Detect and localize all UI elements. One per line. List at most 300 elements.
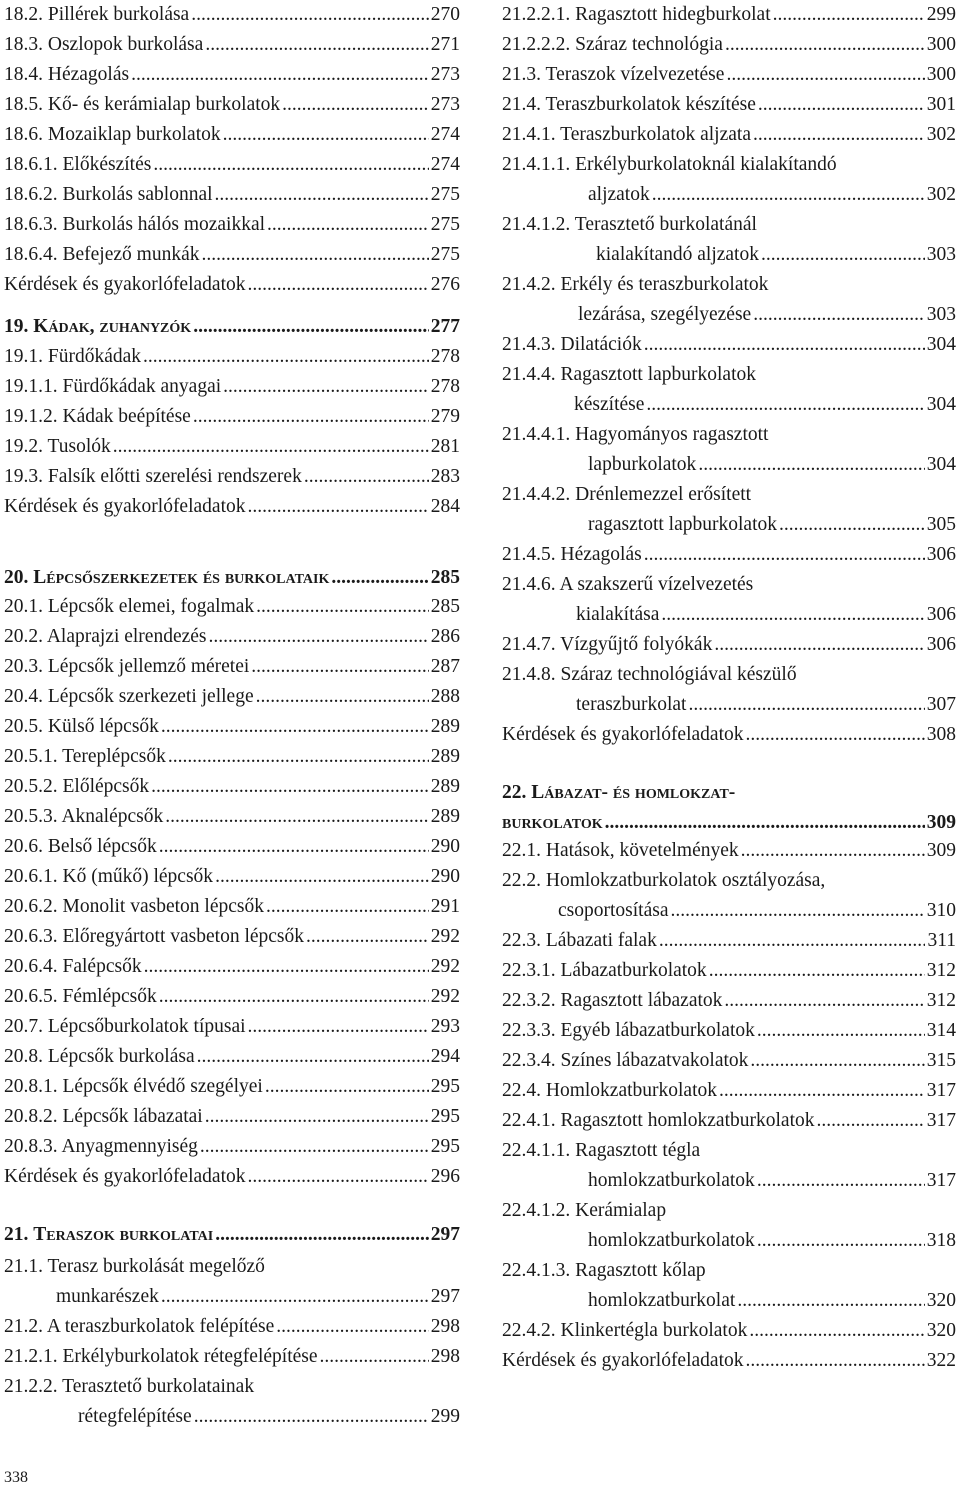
toc-entry-last-line bbox=[78, 1402, 460, 1432]
toc-entry-first-line bbox=[502, 150, 956, 180]
toc-entry-title: Lépcsők szerkezeti jellege bbox=[47, 686, 254, 707]
toc-entry-line bbox=[502, 1016, 956, 1046]
toc-entry-line bbox=[4, 270, 460, 300]
toc-dot-leader bbox=[200, 1132, 429, 1162]
toc-entry-line bbox=[4, 1312, 460, 1342]
toc-entry-line bbox=[4, 742, 460, 772]
toc-entry-title: Ragasztott kőlap bbox=[575, 1260, 706, 1281]
toc-dot-leader bbox=[159, 982, 429, 1012]
toc-entry-page: 306 bbox=[926, 604, 956, 625]
toc-entry-number: 21.4.1.2. bbox=[502, 214, 571, 235]
toc-entry-number: 18.5. bbox=[4, 94, 43, 115]
toc-entry-first-line bbox=[502, 1136, 956, 1166]
toc-entry bbox=[502, 1076, 956, 1106]
toc-entry-number: 21.4.4. bbox=[502, 364, 556, 385]
toc-entry bbox=[4, 120, 460, 150]
toc-entry-title: Lábazati falak bbox=[545, 930, 657, 951]
toc-entry-last-line bbox=[502, 808, 956, 838]
toc-entry-title: Lábazatburkolatok bbox=[560, 960, 707, 981]
toc-dot-leader bbox=[143, 342, 429, 372]
toc-entry bbox=[4, 240, 460, 270]
toc-entry-number: 22.4.1.2. bbox=[502, 1200, 571, 1221]
toc-dot-leader bbox=[745, 1346, 924, 1376]
toc-entry-page: 307 bbox=[926, 694, 956, 715]
toc-entry-number: 18.6.3. bbox=[4, 214, 58, 235]
toc-entry-page: 304 bbox=[926, 394, 956, 415]
toc-entry-page: 276 bbox=[430, 274, 460, 295]
toc-entry-title: Lépcsőszerkezetek és burkolataik bbox=[33, 567, 330, 588]
toc-entry bbox=[502, 0, 956, 30]
toc-entry-number: 22.2. bbox=[502, 870, 541, 891]
toc-entry bbox=[4, 1162, 460, 1192]
toc-entry-line bbox=[4, 772, 460, 802]
toc-dot-leader bbox=[750, 1046, 924, 1076]
toc-dot-leader bbox=[709, 956, 925, 986]
toc-entry-page: 309 bbox=[926, 812, 956, 833]
toc-dot-leader bbox=[144, 952, 429, 982]
toc-entry-line bbox=[4, 492, 460, 522]
toc-dot-leader bbox=[247, 492, 428, 522]
toc-entry-number: 22.4. bbox=[502, 1080, 541, 1101]
toc-entry bbox=[4, 712, 460, 742]
toc-entry-line bbox=[4, 982, 460, 1012]
toc-entry-title: A teraszburkolatok felépítése bbox=[46, 1316, 275, 1337]
toc-dot-leader bbox=[193, 402, 429, 432]
toc-entry-title: Mozaiklap burkolatok bbox=[47, 124, 221, 145]
toc-entry-line bbox=[4, 1342, 460, 1372]
toc-entry-page: 314 bbox=[926, 1020, 956, 1041]
toc-entry bbox=[4, 922, 460, 952]
toc-dot-leader bbox=[659, 926, 926, 956]
toc-entry-title-continued: kialakítandó aljzatok bbox=[596, 244, 759, 265]
toc-entry-title-continued: lapburkolatok bbox=[588, 454, 697, 475]
toc-entry bbox=[502, 866, 956, 926]
toc-entry-page: 303 bbox=[926, 244, 956, 265]
toc-entry-last-line bbox=[588, 450, 956, 480]
toc-dot-leader bbox=[165, 802, 429, 832]
toc-entry-line bbox=[4, 892, 460, 922]
toc-entry-page: 296 bbox=[430, 1166, 460, 1187]
toc-dot-leader bbox=[113, 432, 429, 462]
toc-entry bbox=[4, 90, 460, 120]
toc-dot-leader bbox=[131, 60, 429, 90]
toc-dot-leader bbox=[646, 390, 924, 420]
toc-entry-number: 22. bbox=[502, 782, 527, 803]
toc-entry-title: Homlokzatburkolatok bbox=[545, 1080, 718, 1101]
toc-entry-page: 293 bbox=[430, 1016, 460, 1037]
toc-entry-number: 22.4.1.1. bbox=[502, 1140, 571, 1161]
toc-entry-page: 320 bbox=[926, 1320, 956, 1341]
toc-dot-leader bbox=[753, 300, 925, 330]
toc-entry-title: Alaprajzi elrendezés bbox=[46, 626, 207, 647]
toc-entry-number: 18.6.2. bbox=[4, 184, 58, 205]
toc-entry-line bbox=[4, 90, 460, 120]
toc-chapter-heading bbox=[502, 778, 956, 838]
toc-entry-title: Külső lépcsők bbox=[47, 716, 159, 737]
toc-entry-page: 306 bbox=[926, 544, 956, 565]
toc-entry-page: 299 bbox=[430, 1406, 460, 1427]
toc-entry-number: 20.8.3. bbox=[4, 1136, 58, 1157]
toc-entry-title: Dilatációk bbox=[560, 334, 642, 355]
toc-entry-line bbox=[502, 120, 956, 150]
toc-entry-page: 304 bbox=[926, 454, 956, 475]
toc-entry-number: 20.6.4. bbox=[4, 956, 58, 977]
toc-dot-leader bbox=[151, 772, 429, 802]
toc-entry-title: Lépcsők elemei, fogalmak bbox=[47, 596, 255, 617]
toc-entry-title: Ragasztott lapburkolatok bbox=[560, 364, 756, 385]
toc-entry bbox=[502, 1016, 956, 1046]
toc-entry bbox=[4, 1312, 460, 1342]
toc-entry-page: 306 bbox=[926, 634, 956, 655]
toc-dot-leader bbox=[265, 1072, 429, 1102]
toc-entry-line bbox=[4, 952, 460, 982]
toc-entry-line bbox=[502, 926, 956, 956]
toc-entry-page: 302 bbox=[926, 124, 956, 145]
toc-entry-page: 310 bbox=[926, 900, 956, 921]
toc-entry bbox=[502, 660, 956, 720]
toc-entry bbox=[4, 892, 460, 922]
toc-entry-title: Belső lépcsők bbox=[47, 836, 157, 857]
toc-entry-line bbox=[502, 720, 956, 750]
toc-entry-first-line bbox=[502, 1196, 956, 1226]
toc-entry-number: 20. bbox=[4, 567, 29, 588]
toc-dot-leader bbox=[758, 90, 925, 120]
toc-entry-number: 21.2.2. bbox=[4, 1376, 58, 1397]
toc-entry-number: 18.2. bbox=[4, 4, 43, 25]
toc-dot-leader bbox=[159, 832, 429, 862]
toc-entry-page: 322 bbox=[926, 1350, 956, 1371]
toc-entry bbox=[502, 986, 956, 1016]
toc-entry-title: Befejező munkák bbox=[62, 244, 200, 265]
toc-entry-title-continued: készítése bbox=[574, 394, 645, 415]
toc-entry-title: Fürdőkádak bbox=[47, 346, 142, 367]
toc-entry-page: 273 bbox=[430, 94, 460, 115]
toc-entry bbox=[4, 622, 460, 652]
toc-entry bbox=[502, 630, 956, 660]
toc-entry-last-line bbox=[588, 1166, 956, 1196]
toc-entry-page: 288 bbox=[430, 686, 460, 707]
toc-dot-leader bbox=[153, 150, 428, 180]
toc-entry-title: Száraz technológiával készülő bbox=[560, 664, 797, 685]
toc-dot-leader bbox=[757, 1226, 925, 1256]
toc-entry-title: Kérdések és gyakorlófeladatok bbox=[4, 274, 246, 295]
toc-dot-leader bbox=[719, 1076, 925, 1106]
toc-entry bbox=[502, 270, 956, 330]
toc-entry-number: 20.8.1. bbox=[4, 1076, 58, 1097]
toc-entry-page: 275 bbox=[430, 184, 460, 205]
toc-entry-number: 19.1. bbox=[4, 346, 43, 367]
toc-entry bbox=[502, 1196, 956, 1256]
toc-entry-page: 284 bbox=[430, 496, 460, 517]
toc-entry-number: 22.3. bbox=[502, 930, 541, 951]
toc-entry bbox=[4, 342, 460, 372]
toc-entry-first-line bbox=[502, 778, 956, 808]
toc-entry-number: 21.2.2.2. bbox=[502, 34, 571, 55]
toc-entry bbox=[502, 90, 956, 120]
toc-entry-page: 318 bbox=[926, 1230, 956, 1251]
toc-entry bbox=[4, 1252, 460, 1312]
toc-entry bbox=[4, 1012, 460, 1042]
toc-entry-title: Lépcsők lábazatai bbox=[62, 1106, 203, 1127]
toc-entry bbox=[502, 720, 956, 750]
toc-entry-title: Vízgyűjtő folyókák bbox=[560, 634, 713, 655]
toc-entry bbox=[502, 956, 956, 986]
toc-entry-title-continued: csoportosítása bbox=[558, 900, 669, 921]
toc-entry-page: 292 bbox=[430, 956, 460, 977]
toc-entry bbox=[4, 150, 460, 180]
toc-dot-leader bbox=[644, 540, 925, 570]
toc-dot-leader bbox=[652, 180, 925, 210]
toc-dot-leader bbox=[247, 270, 428, 300]
toc-entry-page: 289 bbox=[430, 806, 460, 827]
toc-entry-page: 295 bbox=[430, 1136, 460, 1157]
toc-entry-line bbox=[4, 462, 460, 492]
toc-entry-page: 301 bbox=[926, 94, 956, 115]
toc-entry-last-line bbox=[56, 1282, 460, 1312]
toc-entry-line bbox=[4, 832, 460, 862]
toc-entry-title: Lépcsők burkolása bbox=[47, 1046, 195, 1067]
toc-entry bbox=[4, 60, 460, 90]
toc-entry-line bbox=[4, 862, 460, 892]
toc-dot-leader bbox=[247, 1162, 428, 1192]
toc-dot-leader bbox=[194, 1402, 429, 1432]
toc-entry-number: 18.3. bbox=[4, 34, 43, 55]
toc-entry-line bbox=[502, 0, 956, 30]
toc-dot-leader bbox=[202, 240, 429, 270]
toc-entry-number: 21.2.2.1. bbox=[502, 4, 571, 25]
toc-entry-title: Kérdések és gyakorlófeladatok bbox=[502, 724, 744, 745]
toc-dot-leader bbox=[161, 712, 429, 742]
toc-dot-leader bbox=[304, 462, 429, 492]
toc-entry-title: Erkély és teraszburkolatok bbox=[560, 274, 769, 295]
toc-entry-line bbox=[502, 90, 956, 120]
toc-dot-leader bbox=[779, 510, 925, 540]
toc-entry-number: 21.4.1. bbox=[502, 124, 556, 145]
toc-entry bbox=[502, 1256, 956, 1316]
toc-entry-number: 20.1. bbox=[4, 596, 43, 617]
toc-entry-number: 20.5. bbox=[4, 716, 43, 737]
toc-entry-title: Fémlépcsők bbox=[62, 986, 157, 1007]
toc-entry-title: Ragasztott homlokzatburkolatok bbox=[560, 1110, 815, 1131]
toc-entry-title: Lépcsők jellemző méretei bbox=[47, 656, 250, 677]
toc-entry-line bbox=[4, 0, 460, 30]
toc-entry-number: 20.6.2. bbox=[4, 896, 58, 917]
toc-entry-page: 304 bbox=[926, 334, 956, 355]
toc-entry bbox=[4, 1042, 460, 1072]
toc-entry bbox=[4, 372, 460, 402]
toc-dot-leader bbox=[725, 30, 925, 60]
toc-entry-first-line bbox=[502, 480, 956, 510]
toc-entry-title: Kerámialap bbox=[575, 1200, 667, 1221]
toc-entry-title: Burkolás hálós mozaikkal bbox=[62, 214, 266, 235]
toc-entry-title: Ragasztott hidegburkolat bbox=[575, 4, 771, 25]
toc-entry-title-continued: teraszburkolat bbox=[576, 694, 687, 715]
toc-entry-number: 20.6.1. bbox=[4, 866, 58, 887]
toc-entry-title: A szakszerű vízelvezetés bbox=[559, 574, 754, 595]
toc-entry-title: Monolit vasbeton lépcsők bbox=[62, 896, 264, 917]
toc-entry-line bbox=[502, 1046, 956, 1076]
toc-entry-title: Előregyártott vasbeton lépcsők bbox=[62, 926, 305, 947]
toc-entry bbox=[4, 432, 460, 462]
toc-entry-number: 21.4.3. bbox=[502, 334, 556, 355]
toc-entry bbox=[4, 682, 460, 712]
toc-dot-leader bbox=[698, 450, 924, 480]
toc-entry-number: 20.6.3. bbox=[4, 926, 58, 947]
toc-entry-title: Terasz burkolását megelőző bbox=[47, 1256, 265, 1277]
toc-entry bbox=[502, 570, 956, 630]
toc-entry-page: 271 bbox=[430, 34, 460, 55]
toc-entry-title: Hagyományos ragasztott bbox=[575, 424, 769, 445]
toc-dot-leader bbox=[688, 690, 924, 720]
toc-dot-leader bbox=[726, 60, 924, 90]
toc-entry-first-line bbox=[502, 660, 956, 690]
toc-entry-title: Kő- és kerámialap burkolatok bbox=[47, 94, 281, 115]
toc-entry-page: 275 bbox=[430, 244, 460, 265]
toc-entry-title: Terasztető burkolatainak bbox=[62, 1376, 255, 1397]
toc-entry-page: 305 bbox=[926, 514, 956, 535]
toc-entry-page: 317 bbox=[926, 1110, 956, 1131]
toc-dot-leader bbox=[745, 720, 924, 750]
toc-entry-page: 303 bbox=[926, 304, 956, 325]
toc-entry-page: 295 bbox=[430, 1076, 460, 1097]
toc-entry-number: 18.6.1. bbox=[4, 154, 58, 175]
toc-entry bbox=[4, 1372, 460, 1432]
toc-entry-number: 20.5.3. bbox=[4, 806, 58, 827]
toc-entry-first-line bbox=[4, 1372, 460, 1402]
toc-entry-number: 21.4.5. bbox=[502, 544, 556, 565]
toc-entry-page: 289 bbox=[430, 716, 460, 737]
toc-entry-line bbox=[4, 240, 460, 270]
toc-entry bbox=[502, 1106, 956, 1136]
toc-entry-page: 295 bbox=[430, 1106, 460, 1127]
toc-entry-last-line bbox=[574, 390, 956, 420]
toc-entry-title: Kérdések és gyakorlófeladatok bbox=[502, 1350, 744, 1371]
toc-entry-number: 22.3.1. bbox=[502, 960, 556, 981]
toc-dot-leader bbox=[256, 592, 429, 622]
toc-entry-title-continued: ragasztott lapburkolatok bbox=[588, 514, 777, 535]
toc-entry-line bbox=[502, 630, 956, 660]
toc-entry-title-continued: homlokzatburkolat bbox=[588, 1290, 736, 1311]
toc-entry-title: Terasztető burkolatánál bbox=[574, 214, 757, 235]
toc-entry-title: Lábazat- és homlokzat- bbox=[531, 782, 736, 803]
toc-entry-line bbox=[502, 330, 956, 360]
toc-entry-number: 19.1.1. bbox=[4, 376, 58, 397]
toc-entry bbox=[502, 420, 956, 480]
toc-entry-line bbox=[4, 1072, 460, 1102]
toc-entry-page: 300 bbox=[926, 64, 956, 85]
toc-entry-line bbox=[502, 1076, 956, 1106]
toc-entry-line bbox=[4, 563, 460, 593]
toc-entry-page: 320 bbox=[926, 1290, 956, 1311]
toc-dot-leader bbox=[223, 372, 429, 402]
toc-entry-number: 20.4. bbox=[4, 686, 43, 707]
toc-entry-line bbox=[4, 432, 460, 462]
toc-entry-number: 21. bbox=[4, 1224, 29, 1245]
toc-entry-line bbox=[4, 622, 460, 652]
toc-entry-title-continued: homlokzatburkolatok bbox=[588, 1170, 755, 1191]
toc-entry-line bbox=[4, 652, 460, 682]
toc-entry-last-line bbox=[588, 180, 956, 210]
toc-entry bbox=[502, 480, 956, 540]
toc-dot-leader bbox=[661, 600, 924, 630]
toc-entry-line bbox=[502, 1106, 956, 1136]
toc-entry-last-line bbox=[588, 1286, 956, 1316]
toc-entry-page: 297 bbox=[430, 1286, 460, 1307]
toc-entry bbox=[4, 862, 460, 892]
toc-entry-number: 19.3. bbox=[4, 466, 43, 487]
toc-entry-number: 21.3. bbox=[502, 64, 541, 85]
toc-entry-title: Kő (műkő) lépcsők bbox=[62, 866, 214, 887]
toc-entry bbox=[4, 180, 460, 210]
toc-entry-title: Tusolók bbox=[47, 436, 111, 457]
toc-entry-line bbox=[4, 120, 460, 150]
toc-entry-number: 22.3.2. bbox=[502, 990, 556, 1011]
toc-entry-number: 20.5.2. bbox=[4, 776, 58, 797]
toc-entry-title: Egyéb lábazatburkolatok bbox=[560, 1020, 755, 1041]
toc-entry-title: Lépcsők élvédő szegélyei bbox=[62, 1076, 263, 1097]
toc-entry-number: 19.1.2. bbox=[4, 406, 58, 427]
toc-entry-title: Oszlopok burkolása bbox=[47, 34, 204, 55]
toc-entry-page: 289 bbox=[430, 776, 460, 797]
toc-entry-line bbox=[4, 1220, 460, 1250]
toc-entry-line bbox=[502, 30, 956, 60]
toc-entry-line bbox=[502, 1346, 956, 1376]
toc-dot-leader bbox=[161, 1282, 429, 1312]
toc-entry-page: 281 bbox=[430, 436, 460, 457]
toc-entry-page: 294 bbox=[430, 1046, 460, 1067]
toc-entry-page: 302 bbox=[926, 184, 956, 205]
toc-dot-leader bbox=[817, 1106, 925, 1136]
toc-entry bbox=[4, 492, 460, 522]
toc-entry-title: Előkészítés bbox=[62, 154, 152, 175]
toc-entry-page: 309 bbox=[926, 840, 956, 861]
toc-entry-page: 278 bbox=[430, 346, 460, 367]
toc-entry bbox=[4, 402, 460, 432]
toc-entry-title: Teraszburkolatok aljzata bbox=[560, 124, 751, 145]
toc-entry-page: 317 bbox=[926, 1170, 956, 1191]
toc-dot-leader bbox=[276, 1312, 429, 1342]
toc-dot-leader bbox=[267, 210, 429, 240]
toc-entry-number: 21.1. bbox=[4, 1256, 43, 1277]
toc-entry-last-line bbox=[588, 510, 956, 540]
toc-entry-page: 278 bbox=[430, 376, 460, 397]
toc-entry bbox=[502, 120, 956, 150]
toc-dot-leader bbox=[215, 180, 429, 210]
toc-entry bbox=[4, 982, 460, 1012]
toc-entry-title: Falsík előtti szerelési rendszerek bbox=[47, 466, 302, 487]
toc-entry-title-continued: aljzatok bbox=[588, 184, 650, 205]
toc-dot-leader bbox=[215, 862, 429, 892]
toc-dot-leader bbox=[248, 1012, 429, 1042]
toc-entry-line bbox=[4, 682, 460, 712]
toc-entry-page: 297 bbox=[430, 1224, 460, 1245]
toc-entry-number: 20.3. bbox=[4, 656, 43, 677]
toc-entry bbox=[4, 210, 460, 240]
toc-entry-page: 287 bbox=[430, 656, 460, 677]
toc-dot-leader bbox=[644, 330, 925, 360]
toc-entry-line bbox=[502, 60, 956, 90]
toc-entry-number: 22.3.3. bbox=[502, 1020, 556, 1041]
toc-entry-title: Anyagmennyiség bbox=[61, 1136, 198, 1157]
toc-entry-title: Kádak beépítése bbox=[62, 406, 191, 427]
toc-entry-title: Homlokzatburkolatok osztályozása, bbox=[545, 870, 826, 891]
toc-entry-title: Ragasztott lábazatok bbox=[560, 990, 723, 1011]
toc-entry-line bbox=[502, 956, 956, 986]
toc-entry bbox=[502, 150, 956, 210]
toc-entry bbox=[4, 832, 460, 862]
toc-entry-page: 273 bbox=[430, 64, 460, 85]
toc-dot-leader bbox=[714, 630, 924, 660]
